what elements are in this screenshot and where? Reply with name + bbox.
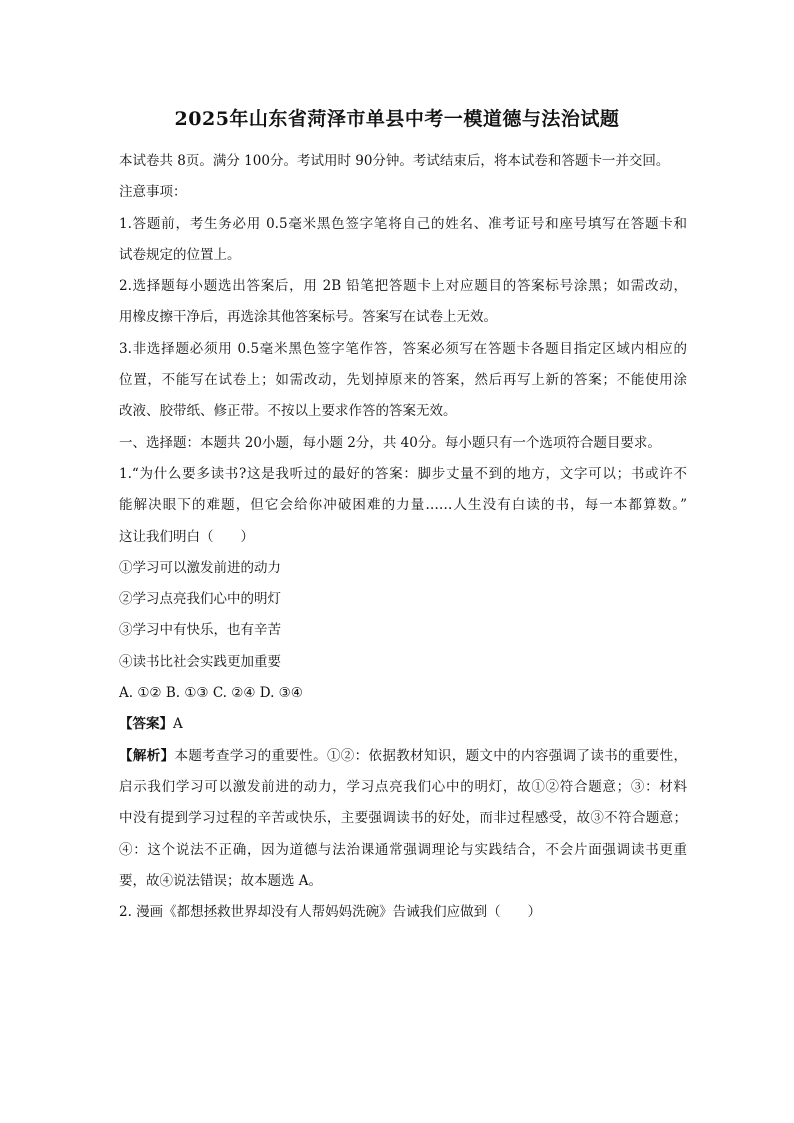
analysis-line-3: 中没有提到学习过程的辛苦或快乐，主要强调读书的好处，而非过程感受，故③不符合题意；: [119, 810, 687, 827]
analysis-tag: 【解析】: [119, 747, 175, 764]
question-1-line-3: 这让我们明白（ ）: [119, 528, 254, 545]
notice-item-1-line-2: 试卷规定的位置上。: [119, 246, 241, 263]
notice-item-2-line-2: 用橡皮擦干净后，再选涂其他答案标号。答案写在试卷上无效。: [119, 309, 497, 326]
section-heading: 一、选择题：本题共 20小题，每小题 2分，共 40分。每小题只有一个选项符合题目要求。: [119, 434, 661, 451]
question-1-choices: A. ①② B. ①③ C. ②④ D. ③④: [119, 685, 303, 702]
question-1-option-1: ①学习可以激发前进的动力: [119, 559, 281, 576]
notice-item-1-line-1: 1.答题前，考生务必用 0.5毫米黑色签字笔将自己的姓名、准考证号和座号填写在答题卡和: [119, 215, 687, 232]
analysis-line-2: 启示我们学习可以激发前进的动力，学习点亮我们心中的明灯，故①②符合题意；③：材料: [119, 778, 687, 795]
analysis-line-1: [119, 741, 687, 772]
question-1-line-1: 1.“为什么要多读书?这是我听过的最好的答案：脚步丈量不到的地方，文字可以；书或许不: [119, 465, 687, 482]
question-1-option-4: ④读书比社会实践更加重要: [119, 653, 281, 670]
notice-item-3-line-2: 位置，不能写在试卷上；如需改动，先划掉原来的答案，然后再写上新的答案；不能使用涂: [119, 372, 687, 389]
notice-item-3-line-1: 3.非选择题必须用 0.5毫米黑色签字笔作答，答案必须写在答题卡各题目指定区域内相应的: [119, 340, 687, 357]
notice-item-3-line-3: 改液、胶带纸、修正带。不按以上要求作答的答案无效。: [119, 403, 457, 420]
question-1-option-3: ③学习中有快乐，也有辛苦: [119, 622, 281, 639]
document-body: [119, 146, 687, 928]
analysis-line-5: 要，故④说法错误；故本题选 A。: [119, 872, 323, 889]
question-2-line: 2. 漫画《都想拯救世界却没有人帮妈妈洗碗》告诫我们应做到（ ）: [119, 904, 542, 921]
answer-line: [119, 709, 687, 740]
question-1-option-2: ②学习点亮我们心中的明灯: [119, 591, 281, 608]
notice-heading: 注意事项：: [119, 184, 187, 201]
question-1-line-2: 能解决眼下的难题，但它会给你冲破困难的力量……人生没有白读的书，每一本都算数。”: [119, 497, 687, 514]
answer-tag: 【答案】: [119, 716, 173, 733]
page-title: 2025年山东省菏泽市单县中考一模道德与法治试题: [174, 108, 620, 130]
exam-info-line: 本试卷共 8页。满分 100分。考试用时 90分钟。考试结束后，将本试卷和答题卡一并交回。: [119, 153, 670, 169]
analysis-line-4: ④：这个说法不正确，因为道德与法治课通常强调理论与实践结合，不会片面强调读书更重: [119, 841, 687, 858]
analysis-text: 本题考查学习的重要性。①②：依据教材知识，题文中的内容强调了读书的重要性，: [174, 747, 688, 764]
notice-item-2-line-1: 2.选择题每小题选出答案后，用 2B 铅笔把答题卡上对应题目的答案标号涂黑；如需改动，: [119, 278, 687, 295]
answer-value: A: [173, 716, 183, 733]
